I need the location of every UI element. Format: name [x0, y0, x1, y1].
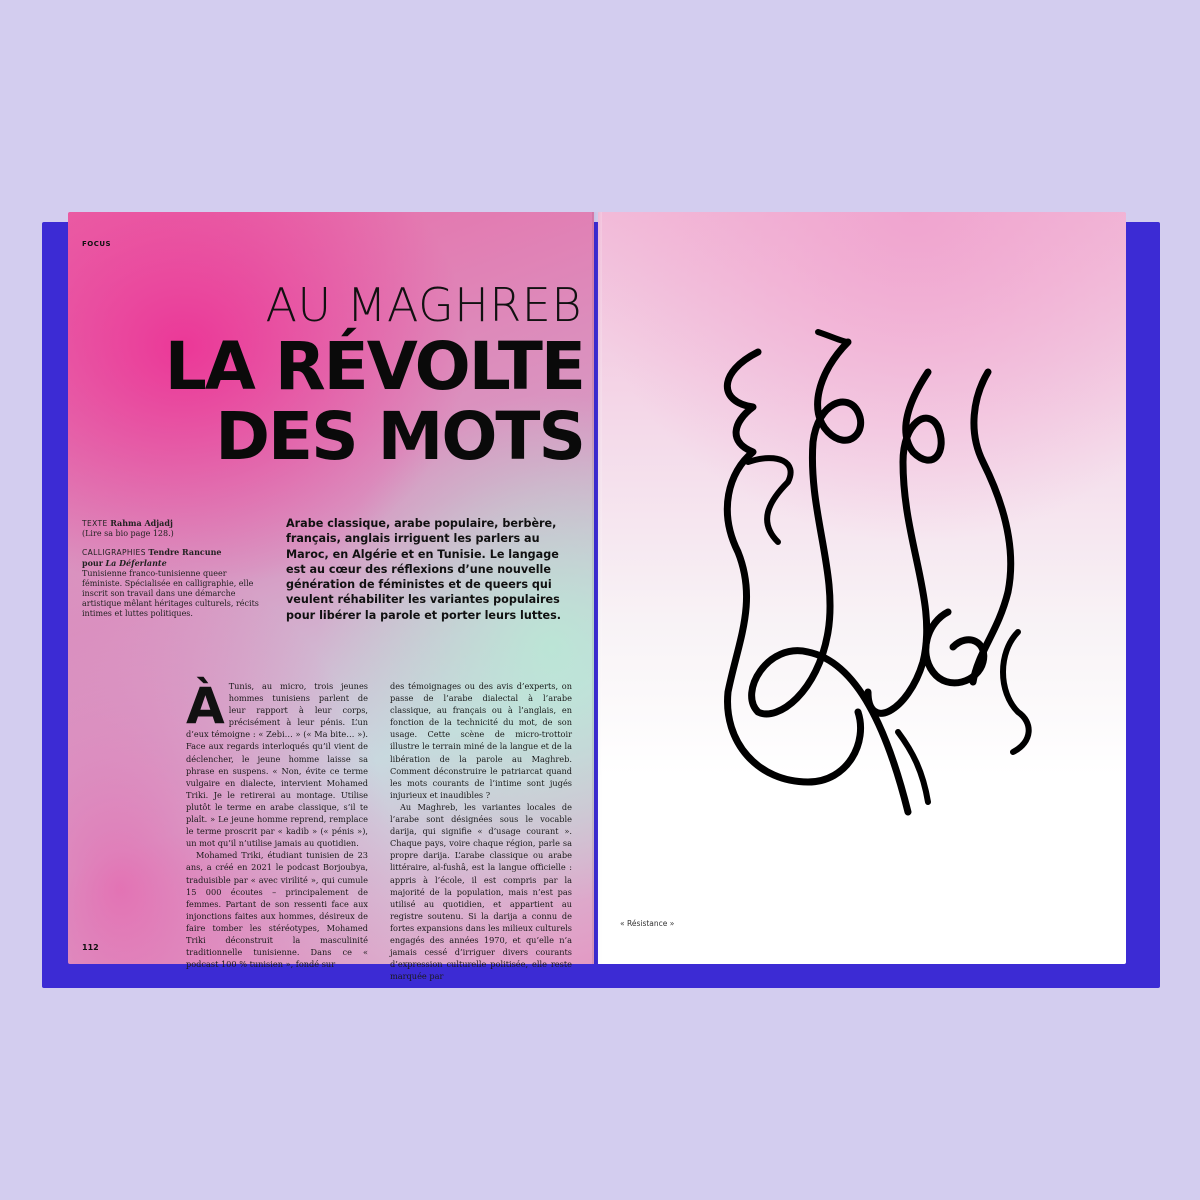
title-line-1: LA RÉVOLTE — [164, 328, 584, 405]
bio-note: (Lire sa bio page 128.) — [82, 529, 174, 538]
body-paragraph: Mohamed Triki, étudiant tunisien de 23 ans, a créé en 2021 le podcast Borjoubya, traduisible par « avec virilité », qui cumule 15 000 écoutes – principalement de femmes. Partant de son ressenti face aux injonctions faites aux hommes, désireux de faire tomber les stéréotypes, Mohamed Triki déconstruit la masculinité traditionnelle tunisienne. Dans ce « podcast 100 % tunisien », fondé sur — [186, 850, 368, 970]
article-title — [164, 328, 584, 475]
body-paragraph: des témoignages ou des avis d’experts, on passe de l’arabe dialectal à l’arabe classique, au français ou à l’anglais, en fonction de la technicité du mot, de son usage. Cette scène de micro-trottoir illustre le terrain miné de la langue et de la libération de la parole au Maghreb. Comment déconstruire le patriarcat quand les mots courants de l’intime sont jugés injurieux et inaudibles ? — [390, 681, 572, 800]
body-paragraph: Au Maghreb, les variantes locales de l’arabe sont désignées sous le vocable darija, qui signifie « d’usage courant ». Chaque pays, voire chaque région, parle sa propre darija. L’arabe classique ou arabe littéraire, al-fushâ, est la langue officielle : appris à l’école, il est compris par la majorité de la population, mais n’est pas utilisé au quotidien, et appartient au registre soutenu. Si la darija a connu de fortes expansions dans les milieux culturels engagés des années 1970, et qu’elle n’a jamais cessé d’irriguer divers courants d’expression culturelle politisée, elle reste marquée par — [390, 801, 572, 982]
arabic-calligraphy-icon — [698, 312, 1038, 852]
article-kicker: AU MAGHREB — [265, 278, 582, 332]
title-line-2: DES MOTS — [215, 398, 584, 475]
text-credit-label: TEXTE — [82, 519, 108, 528]
section-label: FOCUS — [82, 240, 112, 248]
calligraphy-credit — [82, 547, 262, 558]
calligraphy-publication: pour La Déferlante — [82, 558, 167, 568]
body-column-2 — [390, 680, 572, 982]
calligrapher-bio: Tunisienne franco-tunisienne queer féministe. Spécialisée en calligraphie, elle inscrit son travail dans une démarche artistique mêlant héritages culturels, récits intimes et luttes politiques. — [82, 569, 259, 618]
page-number: 112 — [82, 943, 99, 952]
credits-block — [82, 518, 262, 619]
calligraphy-credit-author: Tendre Rancune — [148, 547, 222, 557]
article-lede: Arabe classique, arabe populaire, berbère, français, anglais irriguent les parlers au Maroc, en Algérie et en Tunisie. Le langage est au cœur des réflexions d’une nouvelle génération de féministes et de queers qui veulent réhabiliter les variantes populaires pour libérer la parole et porter leurs luttes. — [286, 517, 562, 622]
text-credit-author: Rahma Adjadj — [110, 518, 173, 528]
left-page — [68, 212, 594, 982]
body-paragraph: Tunis, au micro, trois jeunes hommes tunisiens parlent de leur rapport à leur corps, précisément à leur pénis. L’un d’eux témoigne : « Zebi… » (« Ma bite… »). Face aux regards interloqués qu’il vient de déclencher, le jeune homme laisse sa phrase en suspens. « Non, évite ce terme vulgaire en dialecte, intervient Mohamed Triki. Je le retirerai au montage. Utilise plutôt le terme en arabe classique, s’il te plaît. » Le jeune homme reprend, remplace le terme proscrit par « kadib » (« pénis »), un mot qu’il n’utilise jamais au quotidien. — [186, 681, 368, 849]
drop-cap: À — [186, 677, 225, 735]
page-gutter — [592, 212, 602, 964]
right-page — [598, 212, 1126, 964]
text-credit — [82, 518, 262, 529]
illustration-caption: « Résistance » — [620, 919, 675, 928]
body-column-1 — [186, 677, 368, 970]
calligraphy-credit-label: CALLIGRAPHIES — [82, 548, 146, 557]
publication-name: La Déferlante — [105, 558, 167, 568]
